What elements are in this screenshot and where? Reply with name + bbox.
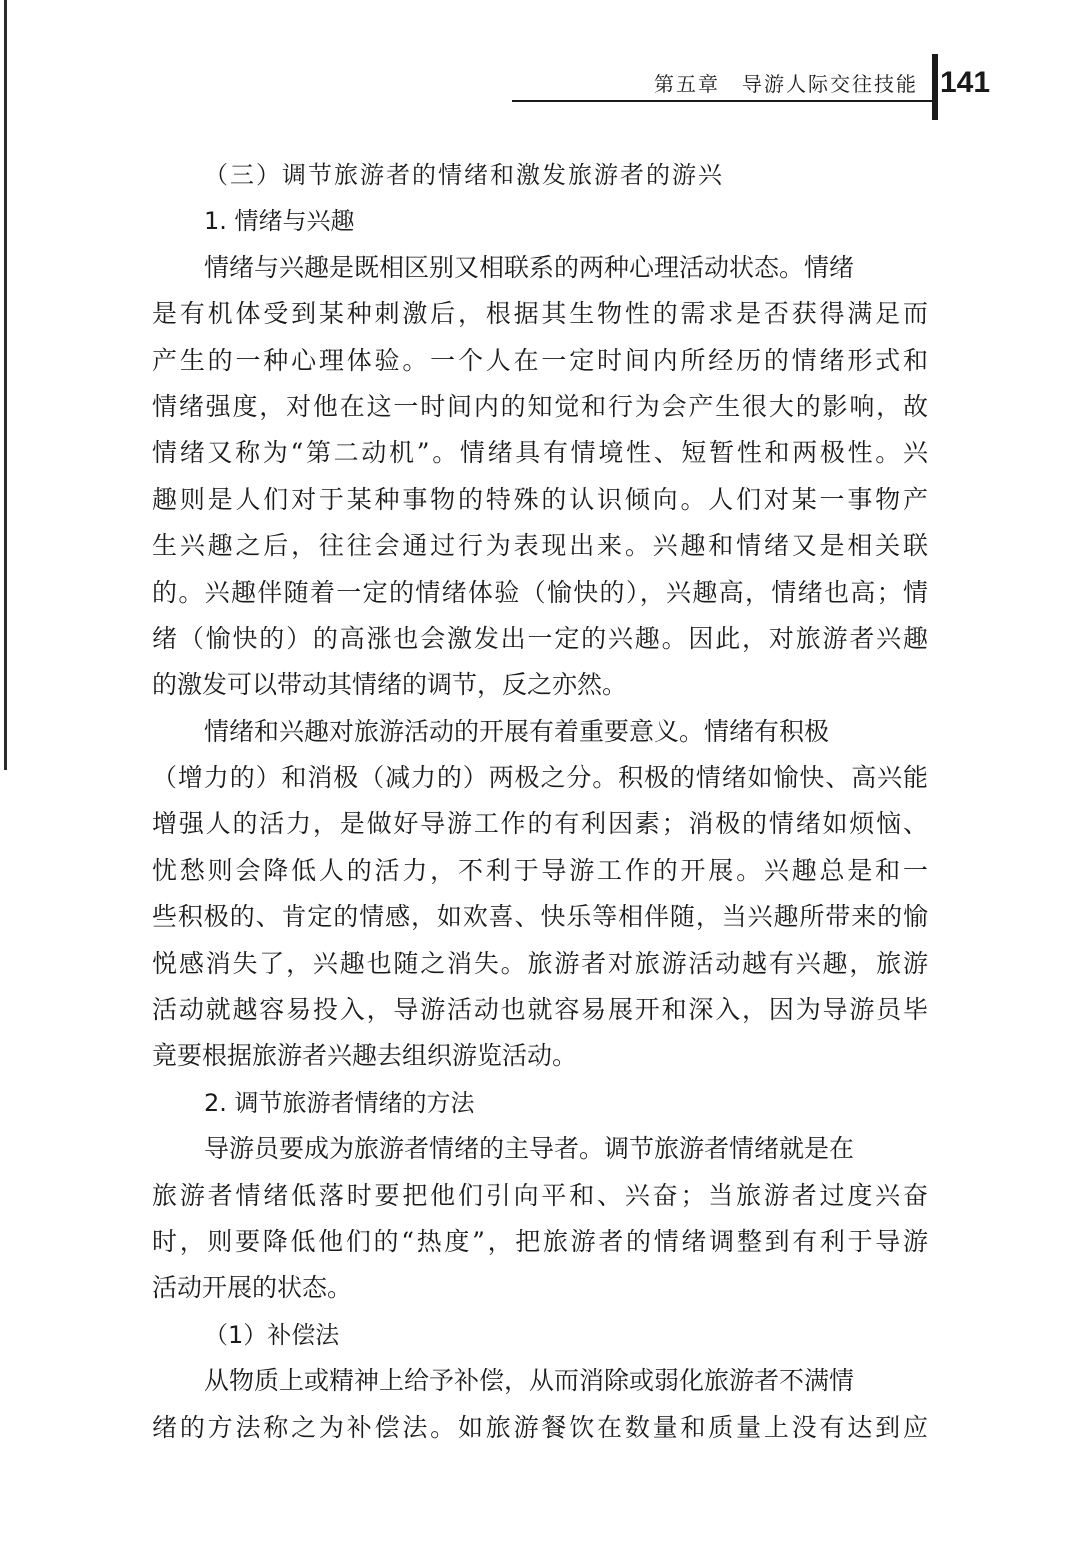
text-line: （增力的）和消极（减力的）两极之分。积极的情绪如愉快、高兴能 <box>152 763 928 793</box>
text-line: 时，则要降低他们的“热度”，把旅游者的情绪调整到有利于导游 <box>152 1226 928 1256</box>
text-line: 活动开展的状态。 <box>152 1273 353 1303</box>
text-line: 生兴趣之后，往往会通过行为表现出来。兴趣和情绪又是相关联 <box>152 531 928 561</box>
text-line: 情绪和兴趣对旅游活动的开展有着重要意义。情绪有积极 <box>204 716 830 746</box>
header-rule <box>512 100 932 102</box>
chapter-title: 第五章 导游人际交往技能 <box>654 72 918 96</box>
text-line: 绪的方法称之为补偿法。如旅游餐饮在数量和质量上没有达到应 <box>152 1412 928 1442</box>
text-line: 些积极的、肯定的情感，如欢喜、快乐等相伴随，当兴趣所带来的愉 <box>152 902 928 932</box>
page-left-edge-rule <box>4 0 7 770</box>
text-line: 从物质上或精神上给予补偿，从而消除或弱化旅游者不满情 <box>204 1366 855 1396</box>
text-line: 增强人的活力，是做好导游工作的有利因素；消极的情绪如烦恼、 <box>152 809 928 839</box>
text-line: 趣则是人们对于某种事物的特殊的认识倾向。人们对某一事物产 <box>152 484 928 514</box>
page-number: 141 <box>940 66 991 99</box>
text-line: 情绪强度，对他在这一时间内的知觉和行为会产生很大的影响，故 <box>152 391 928 421</box>
text-line: 旅游者情绪低落时要把他们引向平和、兴奋；当旅游者过度兴奋 <box>152 1180 928 1210</box>
text-line: 竟要根据旅游者兴趣去组织游览活动。 <box>152 1041 578 1071</box>
text-line: 导游员要成为旅游者情绪的主导者。调节旅游者情绪就是在 <box>204 1134 855 1164</box>
text-line: 活动就越容易投入，导游活动也就容易展开和深入，因为导游员毕 <box>152 995 928 1025</box>
text-line: 忧愁则会降低人的活力，不利于导游工作的开展。兴趣总是和一 <box>152 855 928 885</box>
text-line: 的激发可以带动其情绪的调节，反之亦然。 <box>152 670 628 700</box>
text-line: 情绪又称为“第二动机”。情绪具有情境性、短暂性和两极性。兴 <box>152 438 928 468</box>
text-line: 产生的一种心理体验。一个人在一定时间内所经历的情绪形式和 <box>152 345 928 375</box>
text-line: 情绪与兴趣是既相区别又相联系的两种心理活动状态。情绪 <box>204 252 855 282</box>
running-header <box>512 62 932 102</box>
body-text <box>152 152 928 1451</box>
text-line: 绪（愉快的）的高涨也会激发出一定的兴趣。因此，对旅游者兴趣 <box>152 623 928 653</box>
subsection-heading: 1. 情绪与兴趣 <box>204 207 355 236</box>
text-line: 的。兴趣伴随着一定的情绪体验（愉快的），兴趣高，情绪也高；情 <box>152 577 928 607</box>
subsection-heading: 2. 调节旅游者情绪的方法 <box>204 1088 475 1117</box>
header-vertical-bar <box>932 54 938 120</box>
section-heading: （三）调节旅游者的情绪和激发旅游者的游兴 <box>204 161 724 189</box>
text-line: 悦感消失了，兴趣也随之消失。旅游者对旅游活动越有兴趣，旅游 <box>152 948 928 978</box>
text-line: 是有机体受到某种刺激后，根据其生物性的需求是否获得满足而 <box>152 299 928 329</box>
subsection-heading: （1）补偿法 <box>204 1320 340 1349</box>
